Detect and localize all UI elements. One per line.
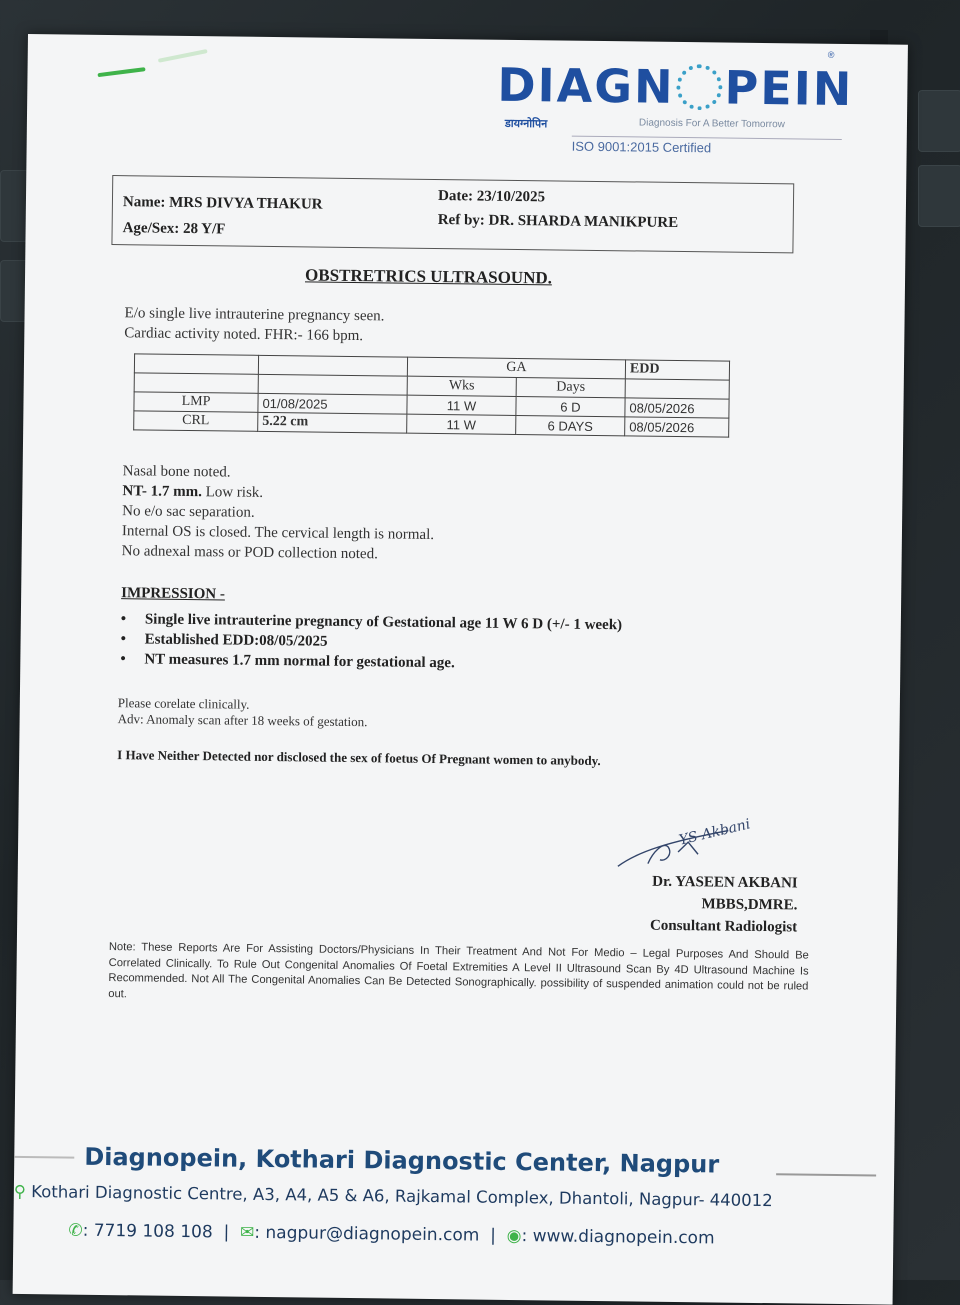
wks-header: Wks xyxy=(407,376,516,396)
days-header: Days xyxy=(516,377,625,397)
footer-divider xyxy=(14,1156,74,1159)
impression-item: • Single live intrauterine pregnancy of Gestational age 11 W 6 D (+/- 1 week) xyxy=(120,611,623,634)
row-days: 6 D xyxy=(516,396,625,416)
globe-icon: ◉ xyxy=(506,1225,522,1247)
finding-line: E/o single live intrauterine pregnancy seen. xyxy=(124,305,385,325)
ga-header: GA xyxy=(407,357,625,379)
brand-hindi: डायग्नोपिन xyxy=(504,116,548,131)
globe-icon xyxy=(676,63,723,110)
impression-item: • Established EDD:08/05/2025 xyxy=(120,631,328,650)
phone-icon: ✆ xyxy=(68,1220,83,1241)
background-key xyxy=(918,90,960,152)
report-title: OBSTRETRICS ULTRASOUND. xyxy=(304,265,553,288)
brand-logo xyxy=(497,58,854,116)
doctor-name: Dr. YASEEN AKBANI xyxy=(652,873,798,892)
nt-risk: Low risk. xyxy=(201,484,264,501)
doctor-role: Consultant Radiologist xyxy=(649,917,798,936)
patient-age-sex: Age/Sex: 28 Y/F xyxy=(122,220,226,238)
row-edd: 08/05/2026 xyxy=(625,417,729,437)
footer-contact: ✆: 7719 108 108 | ✉: nagpur@diagnopein.com | ◉: www.diagnopein.com xyxy=(68,1220,715,1249)
finding-line: Internal OS is closed. The cervical length is normal. xyxy=(121,523,435,543)
report-page xyxy=(13,34,908,1305)
gestational-age-table xyxy=(133,353,730,437)
row-value: 01/08/2025 xyxy=(258,393,407,414)
decorative-stroke xyxy=(97,67,145,77)
nt-value: NT- 1.7 mm. xyxy=(122,483,202,501)
finding-line: No adnexal mass or POD collection noted. xyxy=(121,543,378,563)
footer-title: Diagnopein, Kothari Diagnostic Center, Nagpur xyxy=(84,1142,720,1179)
impression-title: IMPRESSION - xyxy=(121,585,226,603)
finding-line: Nasal bone noted. xyxy=(122,463,231,481)
finding-nt xyxy=(122,483,263,502)
footer-address: ⚲ Kothari Diagnostic Centre, A3, A4, A5 & A6, Rajkamal Complex, Dhantoli, Nagpur- 440012 xyxy=(13,1181,773,1211)
brand-tagline: Diagnosis For A Better Tomorrow xyxy=(638,117,786,131)
background-key xyxy=(918,165,960,227)
iso-certification: ISO 9001:2015 Certified xyxy=(572,136,842,157)
row-edd: 08/05/2026 xyxy=(625,398,729,418)
footer-phone: : 7719 108 108 xyxy=(82,1220,213,1243)
row-wks: 11 W xyxy=(407,414,516,434)
row-value: 5.22 cm xyxy=(258,412,407,433)
location-pin-icon: ⚲ xyxy=(13,1181,27,1202)
row-days: 6 DAYS xyxy=(516,415,625,435)
footer-divider xyxy=(776,1173,876,1176)
patient-info-box xyxy=(111,175,794,253)
declaration: I Have Neither Detected nor disclosed the sex of foetus Of Pregnant women to anybody. xyxy=(117,747,601,769)
brand-text-left: DIAGN xyxy=(497,57,675,114)
footer-website: : www.diagnopein.com xyxy=(521,1226,715,1249)
row-wks: 11 W xyxy=(407,395,516,415)
doctor-degree: MBBS,DMRE. xyxy=(701,896,798,914)
report-date: Date: 23/10/2025 xyxy=(437,188,546,206)
referred-by: Ref by: DR. SHARDA MANIKPURE xyxy=(437,212,679,231)
brand-text-right: PEIN xyxy=(724,60,854,117)
row-label: LMP xyxy=(134,392,258,413)
correlate-note: Please corelate clinically. xyxy=(117,695,250,712)
decorative-stroke xyxy=(158,49,208,63)
finding-line: Cardiac activity noted. FHR:- 166 bpm. xyxy=(124,325,364,345)
footer-email: : nagpur@diagnopein.com xyxy=(254,1222,480,1246)
impression-item: • NT measures 1.7 mm normal for gestational age. xyxy=(120,651,455,672)
patient-name: Name: MRS DIVYA THAKUR xyxy=(122,194,323,213)
signature-handwriting: YS Akbani xyxy=(677,816,752,849)
advice-note: Adv: Anomaly scan after 18 weeks of gestation. xyxy=(117,711,368,730)
disclaimer-note: Note: These Reports Are For Assisting Doctors/Physicians In Their Treatment And Not For Medio – Legal Purposes And Should Be Correlated Clinically. To Rule Out Congenital Anomalies Of Foetal Extremities A Level II Ultrasound Scan By 4D Ultrasound Machine Is Recommended. Not All The Congenital Anomalies Can Be Detected Sonographically. possibility of suspended animation could not be ruled out. xyxy=(108,941,809,1000)
edd-header: EDD xyxy=(625,360,729,380)
registered-mark: ® xyxy=(827,49,835,60)
email-icon: ✉ xyxy=(239,1222,255,1243)
finding-line: No e/o sac separation. xyxy=(122,503,255,521)
row-label: CRL xyxy=(134,411,258,432)
